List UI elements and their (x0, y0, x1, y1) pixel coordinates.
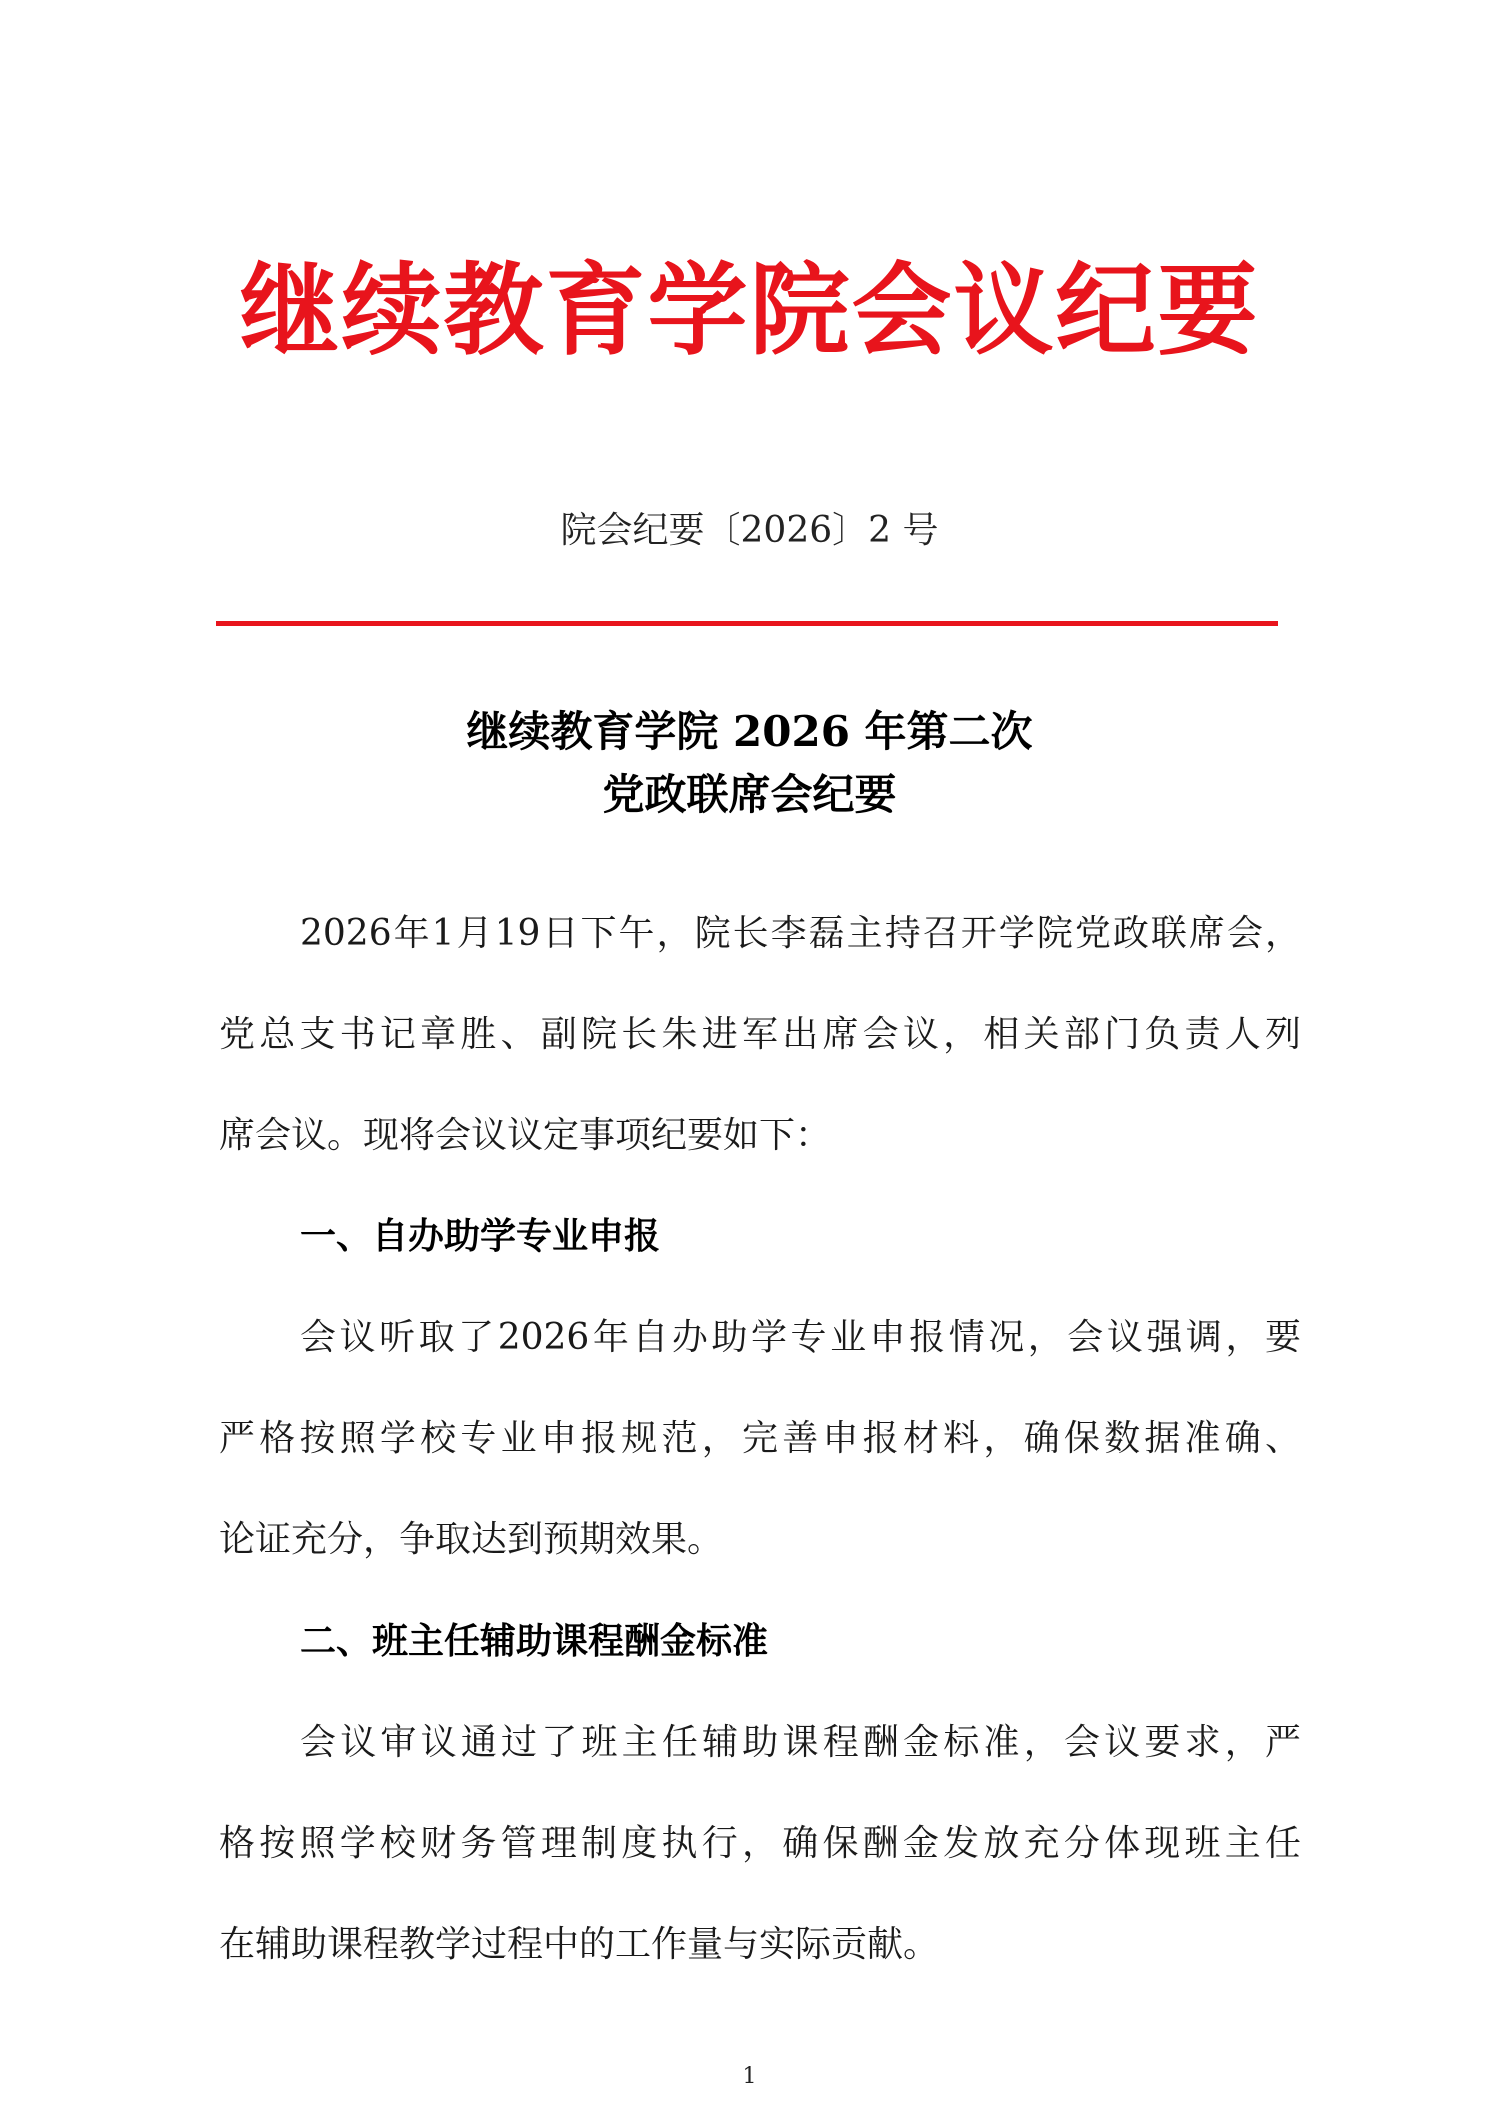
section-2-line-2: 格按照学校财务管理制度执行，确保酬金发放充分体现班主任 (219, 1823, 1301, 1864)
intro-line-1: 2026年1月19日下午，院长李磊主持召开学院党政联席会， (300, 913, 1301, 954)
section-2-heading: 二、班主任辅助课程酬金标准 (300, 1621, 769, 1662)
document-title-line-2: 党政联席会纪要 (602, 770, 897, 819)
section-2-line-1: 会议审议通过了班主任辅助课程酬金标准，会议要求，严 (300, 1722, 1301, 1763)
red-divider-line (216, 621, 1278, 626)
document-number: 院会纪要〔2026〕2 号 (560, 510, 939, 551)
section-1 (219, 1186, 1301, 1590)
document-title (0, 700, 1499, 826)
intro-paragraph (219, 883, 1301, 1186)
section-1-heading: 一、自办助学专业申报 (300, 1216, 661, 1257)
section-1-line-3: 论证充分，争取达到预期效果。 (219, 1519, 724, 1560)
banner-title: 继续教育学院会议纪要 (239, 251, 1260, 369)
page-number: 1 (742, 2064, 757, 2089)
intro-line-3: 席会议。现将会议议定事项纪要如下： (219, 1115, 832, 1156)
intro-line-2: 党总支书记章胜、副院长朱进军出席会议，相关部门负责人列 (219, 1014, 1301, 1055)
section-2 (219, 1591, 1301, 1995)
section-2-line-3: 在辅助课程教学过程中的工作量与实际贡献。 (219, 1924, 940, 1965)
section-1-line-2: 严格按照学校专业申报规范，完善申报材料，确保数据准确、 (219, 1418, 1301, 1459)
section-1-line-1: 会议听取了2026年自办助学专业申报情况，会议强调，要 (300, 1317, 1301, 1358)
document-title-line-1: 继续教育学院 2026 年第二次 (466, 707, 1033, 756)
